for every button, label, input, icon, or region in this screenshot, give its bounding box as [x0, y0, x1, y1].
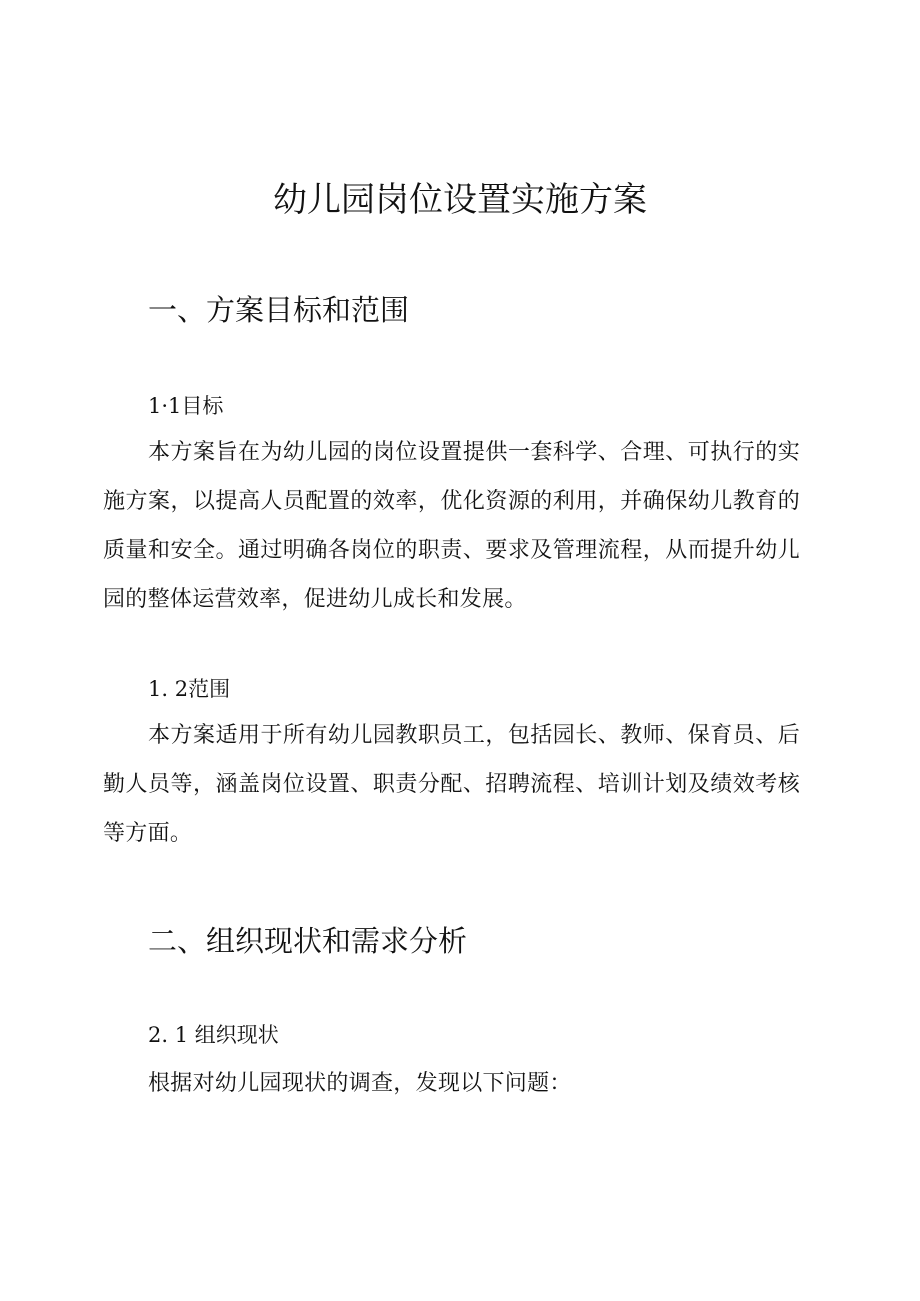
subsection-heading-1-2: 1. 2范围 — [148, 677, 231, 701]
section-heading-2: 二、组织现状和需求分析 — [148, 924, 468, 958]
paragraph-goal: 本方案旨在为幼儿园的岗位设置提供一套科学、合理、可执行的实施方案，以提高人员配置的效率，优化资源的利用，并确保幼儿教育的质量和安全。通过明确各岗位的职责、要求及管理流程，从而提升幼儿园的整体运营效率，促进幼儿成长和发展。 — [103, 440, 800, 612]
paragraph-current-status: 根据对幼儿园现状的调查，发现以下问题： — [148, 1071, 572, 1096]
paragraph-scope: 本方案适用于所有幼儿园教职员工，包括园长、教师、保育员、后勤人员等，涵盖岗位设置、职责分配、招聘流程、培训计划及绩效考核等方面。 — [103, 723, 800, 846]
subsection-heading-1-1: 1·1目标 — [148, 394, 224, 418]
document-title: 幼儿园岗位设置实施方案 — [273, 180, 647, 220]
subsection-heading-2-1: 2. 1 组织现状 — [148, 1023, 279, 1047]
section-heading-1: 一、方案目标和范围 — [148, 293, 410, 327]
